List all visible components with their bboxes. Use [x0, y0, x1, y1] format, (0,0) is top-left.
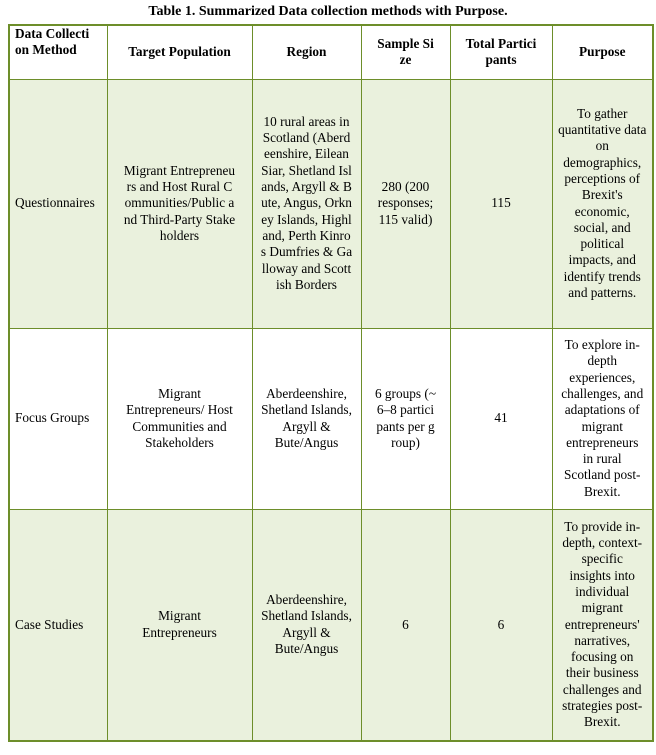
cell-method: Case Studies: [9, 509, 107, 741]
cell-population: Migrant Entrepreneurs: [107, 509, 252, 741]
cell-method: Focus Groups: [9, 328, 107, 509]
header-sample: Sample Size: [361, 25, 450, 79]
cell-purpose: To gather quantitative data on demographics, perceptions of Brexit's economic, social, and political impacts, and identify trends and patterns.: [552, 79, 653, 328]
cell-population: Migrant Entrepreneurs/ Host Communities and Stakeholders: [107, 328, 252, 509]
cell-sample: 280 (200 responses; 115 valid): [361, 79, 450, 328]
header-method: Data Collection Method: [9, 25, 107, 79]
cell-participants: 6: [450, 509, 552, 741]
table-row: [9, 509, 653, 741]
cell-region: 10 rural areas in Scotland (Aberdeenshire, Eilean Siar, Shetland Islands, Argyll & Bute, Angus, Orkney Islands, Highland, Perth Kinros Dumfries & Galloway and Scottish Borders: [252, 79, 361, 328]
cell-participants: 41: [450, 328, 552, 509]
cell-sample: 6 groups (~6–8 participants per group): [361, 328, 450, 509]
table-row: [9, 328, 653, 509]
cell-region: Aberdeenshire, Shetland Islands, Argyll & Bute/Angus: [252, 509, 361, 741]
cell-purpose: To provide in-depth, context-specific insights into individual migrant entrepreneurs' narratives, focusing on their business challenges and strategies post-Brexit.: [552, 509, 653, 741]
cell-region: Aberdeenshire, Shetland Islands, Argyll & Bute/Angus: [252, 328, 361, 509]
header-purpose: Purpose: [552, 25, 653, 79]
cell-method: Questionnaires: [9, 79, 107, 328]
cell-purpose: To explore in-depth experiences, challenges, and adaptations of migrant entrepreneurs in rural Scotland post-Brexit.: [552, 328, 653, 509]
cell-sample: 6: [361, 509, 450, 741]
data-collection-table: [8, 24, 654, 742]
header-population: Target Population: [107, 25, 252, 79]
cell-participants: 115: [450, 79, 552, 328]
header-region: Region: [252, 25, 361, 79]
cell-population: Migrant Entrepreneurs and Host Rural Communities/Public and Third-Party Stakeholders: [107, 79, 252, 328]
table-row: [9, 79, 653, 328]
table-caption: Table 1. Summarized Data collection methods with Purpose.: [148, 4, 508, 19]
header-participants: Total Participants: [450, 25, 552, 79]
header-row: [9, 25, 653, 79]
